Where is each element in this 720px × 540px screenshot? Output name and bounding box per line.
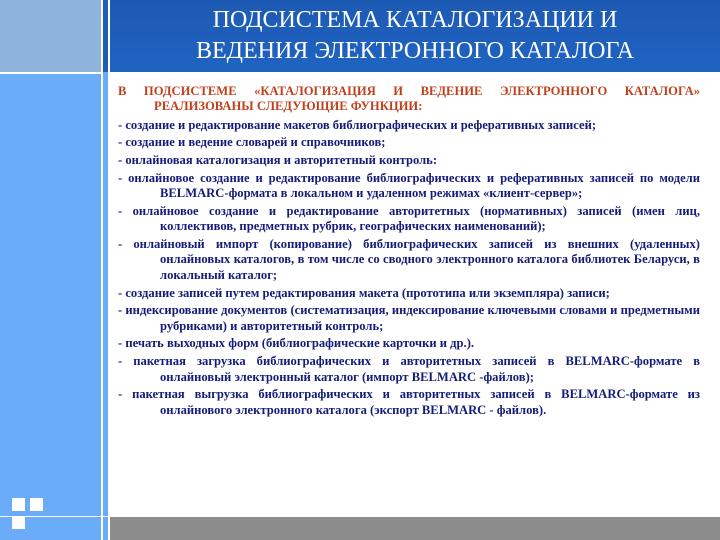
list-item: - онлайновая каталогизация и авторитетный контроль: [118, 153, 438, 168]
list-item: - пакетная выгрузка библиографических и авторитетных записей в BELMARC-формате из онлайнового электронного каталога (экспорт BELMARC - файлов). [118, 387, 700, 417]
decor-square [12, 516, 25, 529]
slide-title [110, 0, 720, 72]
list-item: - онлайновое создание и редактирование авторитетных (нормативных) записей (имен лиц, коллективов, предметных рубрик, географических наименований); [118, 204, 700, 234]
decor-square [30, 498, 43, 511]
list-item: - создание записей путем редактирования макета (прототипа или экземпляра) записи; [118, 285, 610, 300]
title-line-2: ВЕДЕНИЯ ЭЛЕКТРОННОГО КАТАЛОГА [195, 38, 635, 64]
list-item: - создание и ведение словарей и справочников; [118, 135, 386, 150]
decor-strip [103, 0, 108, 540]
list-item: - онлайновый импорт (копирование) библиографических записей из внешних (удаленных) онлайновых каталогов, в том числе со сводного электронного каталога библиотек Беларуси, в локальный каталог; [118, 237, 700, 282]
footer-bar [110, 517, 720, 540]
list-item: - пакетная загрузка библиографических и авторитетных записей в BELMARC-формате в онлайновый электронный каталог (импорт BELMARC -файлов); [118, 354, 700, 384]
slide-body [118, 84, 700, 420]
list-item: - создание и редактирование макетов библиографических и реферативных записей; [118, 117, 597, 132]
list-item: - печать выходных форм (библиографические карточки и др.). [118, 336, 475, 351]
intro-heading: В ПОДСИСТЕМЕ «КАТАЛОГИЗАЦИЯ И ВЕДЕНИЕ ЭЛЕКТРОННОГО КАТАЛОГА» РЕАЛИЗОВАНЫ СЛЕДУЮЩИЕ ФУНКЦИИ: [118, 84, 700, 114]
decor-left-panel [0, 74, 101, 540]
title-line-1: ПОДСИСТЕМА КАТАЛОГИЗАЦИИ И [212, 7, 618, 33]
decor-strip-top [103, 0, 108, 72]
list-item: - индексирование документов (систематизация, индексирование ключевыми словами и предметными рубриками) и авторитетный контроль; [118, 303, 700, 333]
decor-square [12, 498, 25, 511]
list-item: - онлайновое создание и редактирование библиографических и реферативных записей по модели BELMARC-формата в локальном и удаленном режимах «клиент-сервер»; [118, 170, 700, 201]
decor-top-left [0, 0, 101, 72]
